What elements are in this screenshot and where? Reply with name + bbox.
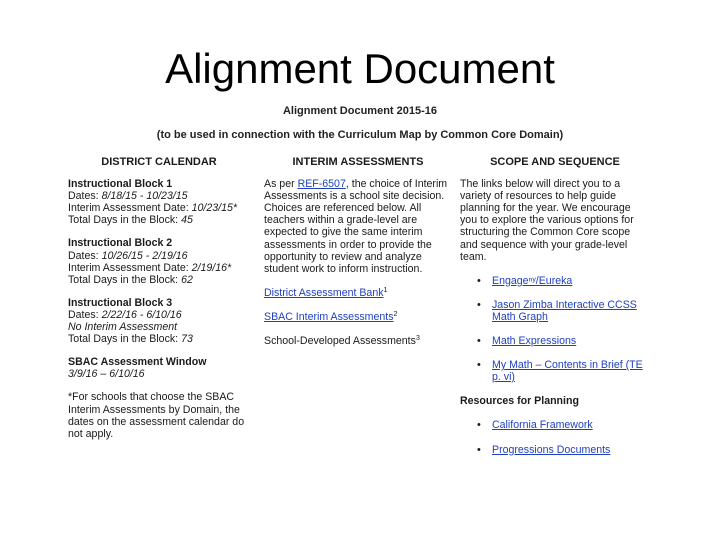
block-total-days xyxy=(68,214,260,226)
ref-link[interactable]: REF-6507 xyxy=(297,178,346,191)
interim-assessments-header: INTERIM ASSESSMENTS xyxy=(292,156,424,168)
document-title: Alignment Document 2015-16 xyxy=(282,105,438,117)
days-label: Total Days in the Block: xyxy=(68,333,182,346)
math-expressions-link[interactable]: Math Expressions xyxy=(492,335,577,348)
dates-label: Dates: xyxy=(68,308,102,321)
assessment-label: Interim Assessment Date: xyxy=(68,261,192,274)
no-interim-assessment: No Interim Assessment xyxy=(68,321,178,334)
sbac-window-title: SBAC Assessment Window xyxy=(68,356,207,369)
dates-label: Dates: xyxy=(68,190,102,203)
footnote-marker: 1 xyxy=(383,286,388,294)
instructional-block-2 xyxy=(68,237,260,285)
resources-for-planning-header: Resources for Planning xyxy=(460,395,579,408)
list-item xyxy=(460,419,650,431)
instructional-block-3 xyxy=(68,297,260,345)
footnote-marker: 2 xyxy=(393,310,398,318)
district-calendar-column xyxy=(68,156,260,440)
block-total-days xyxy=(68,333,260,345)
dates-value: 2/22/16 - 6/10/16 xyxy=(101,308,182,321)
planning-links-list xyxy=(460,419,650,455)
list-item xyxy=(460,275,650,287)
list-item xyxy=(460,444,650,456)
progressions-documents-link[interactable]: Progressions Documents xyxy=(492,443,611,456)
intro-text-cont: , the choice of Interim Assessments is a school site decision. Choices are referenced below. All teachers within a grade-level are expected to give the same interim assessments in order to provide the opportunity to review and analyze student work to inform instruction. xyxy=(264,178,448,275)
block-total-days xyxy=(68,274,260,286)
intro-text: As per xyxy=(264,178,298,191)
district-calendar-header: DISTRICT CALENDAR xyxy=(101,156,217,168)
days-value: 45 xyxy=(181,214,193,227)
my-math-contents-link[interactable]: My Math – Contents in Brief (TE p. vi) xyxy=(492,359,643,384)
interim-option-sbac xyxy=(264,311,452,323)
days-label: Total Days in the Block: xyxy=(68,273,182,286)
block-assessment-date xyxy=(68,262,260,274)
dates-value: 10/26/15 - 2/19/16 xyxy=(101,249,188,262)
scope-sequence-column xyxy=(460,156,650,468)
list-item xyxy=(460,299,650,323)
sbac-interim-assessments-link[interactable]: SBAC Interim Assessments xyxy=(264,310,394,323)
dates-value: 8/18/15 - 10/23/15 xyxy=(101,190,188,203)
block-title: Instructional Block 1 xyxy=(68,178,173,191)
days-value: 73 xyxy=(181,333,193,346)
interim-option-school xyxy=(264,335,452,347)
block-dates xyxy=(68,190,260,202)
list-item xyxy=(460,335,650,347)
scope-links-list xyxy=(460,275,650,384)
sbac-window xyxy=(68,356,260,380)
sbac-window-dates: 3/9/16 – 6/10/16 xyxy=(68,368,145,381)
block-dates xyxy=(68,309,260,321)
assessment-value: 2/19/16* xyxy=(191,261,232,274)
block-title: Instructional Block 2 xyxy=(68,237,173,250)
california-framework-link[interactable]: California Framework xyxy=(492,419,593,432)
assessment-value: 10/23/15* xyxy=(191,202,238,215)
scope-intro: The links below will direct you to a variety of resources to help guide planning for the year. We encourage you to explore the various options for structuring the Common Core scope and sequence with your grade-level team. xyxy=(460,178,634,263)
zimba-math-graph-link[interactable]: Jason Zimba Interactive CCSS Math Graph xyxy=(492,298,637,323)
days-label: Total Days in the Block: xyxy=(68,214,182,227)
engage-eureka-link[interactable]: Engageⁿʸ/Eureka xyxy=(492,274,573,287)
district-assessment-bank-link[interactable]: District Assessment Bank xyxy=(264,286,384,299)
document-subtitle: (to be used in connection with the Curriculum Map by Common Core Domain) xyxy=(156,129,564,141)
school-developed-assessments: School-Developed Assessments xyxy=(264,335,416,348)
assessment-label: Interim Assessment Date: xyxy=(68,202,192,215)
days-value: 62 xyxy=(181,273,193,286)
slide-title: Alignment Document xyxy=(165,45,555,92)
interim-assessments-column xyxy=(264,156,452,347)
document-image xyxy=(60,105,660,472)
interim-intro xyxy=(264,178,452,275)
block-assessment-date xyxy=(68,202,260,214)
instructional-block-1 xyxy=(68,178,260,226)
dates-label: Dates: xyxy=(68,249,102,262)
list-item xyxy=(460,359,650,383)
block-dates xyxy=(68,250,260,262)
footnote-marker: 3 xyxy=(415,335,420,343)
interim-option-district xyxy=(264,287,452,299)
scope-sequence-header: SCOPE AND SEQUENCE xyxy=(490,156,620,168)
block-title: Instructional Block 3 xyxy=(68,296,173,309)
calendar-footnote: *For schools that choose the SBAC Interim Assessments by Domain, the dates on the assessment calendar do not apply. xyxy=(68,391,245,440)
